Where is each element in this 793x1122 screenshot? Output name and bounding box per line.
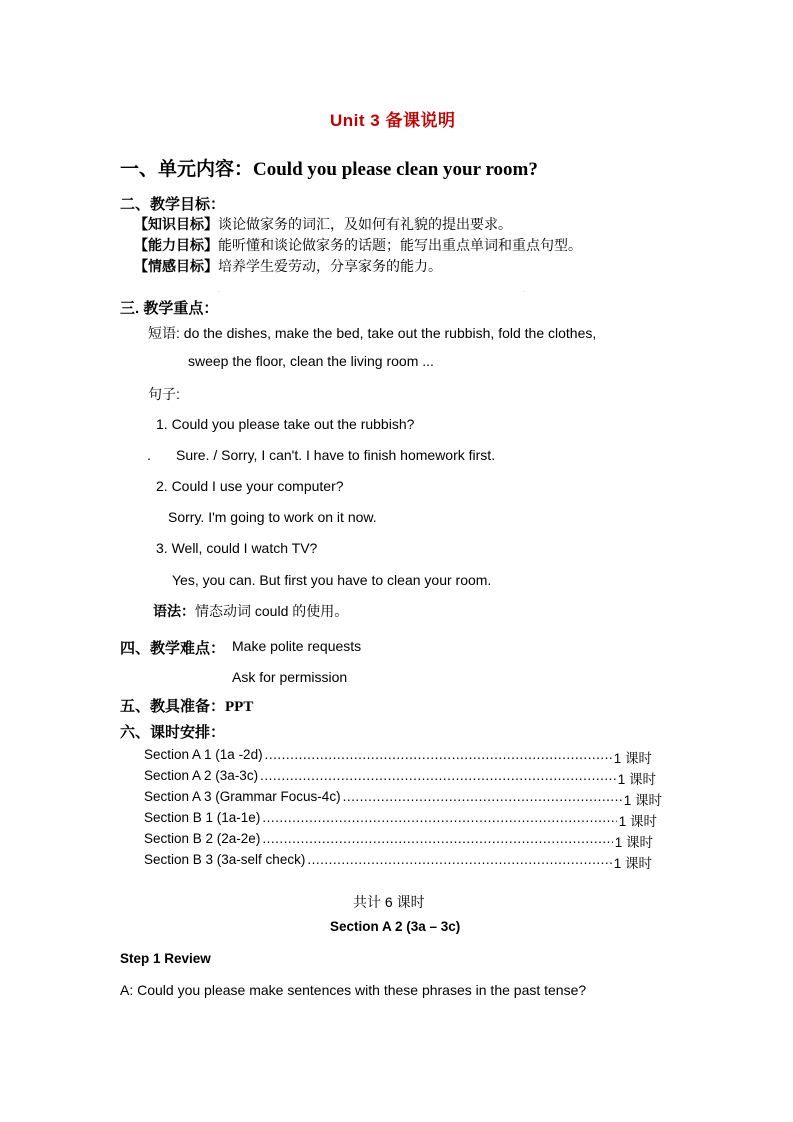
sentences-label: 句子:: [148, 386, 180, 402]
schedule-row-label: Section A 2 (3a-3c): [144, 768, 259, 783]
dot-leader: [307, 852, 611, 872]
schedule-heading: 六、课时安排：: [120, 724, 226, 741]
schedule-row: [144, 852, 652, 872]
unit-content-value: Could you please clean your room?: [253, 159, 538, 180]
phrases-line: [148, 323, 596, 343]
unit-content-heading: [120, 154, 538, 181]
schedule-row-label: Section B 1 (1a-1e): [144, 810, 261, 825]
grammar-line: [153, 601, 348, 621]
difficulties-heading: 四、教学难点：: [120, 640, 226, 657]
objective-label: 【能力目标】: [134, 237, 218, 253]
objective-text: 能听懂和谈论做家务的话题；能写出重点单词和重点句型。: [218, 237, 582, 253]
objective-item: [134, 214, 512, 234]
objective-text: 培养学生爱劳动，分享家务的能力。: [218, 258, 442, 274]
sentence-question: 3. Well, could I watch TV?: [156, 540, 318, 556]
schedule-row-label: Section B 2 (2a-2e): [144, 831, 261, 846]
phrases-line-2: sweep the floor, clean the living room ...: [188, 353, 434, 369]
section-title: Section A 2 (3a – 3c): [330, 919, 461, 934]
schedule-row-value: 1 课时: [623, 793, 662, 808]
phrases-text: do the dishes, make the bed, take out the rubbish, fold the clothes,: [183, 325, 597, 341]
dot-leader: [265, 747, 612, 767]
objective-label: 【情感目标】: [134, 258, 218, 274]
step-text: A: Could you please make sentences with these phrases in the past tense?: [120, 982, 587, 998]
phrases-label: 短语:: [148, 325, 180, 341]
schedule-row: [144, 768, 656, 788]
schedule-row-value: 1 课时: [617, 772, 656, 787]
objective-item: [134, 256, 442, 276]
document-title: Unit 3 备课说明: [330, 111, 456, 130]
tools-line: [120, 695, 253, 716]
grammar-text: 情态动词 could 的使用。: [195, 603, 349, 619]
decorative-dot: ·: [523, 289, 525, 295]
grammar-label: 语法：: [153, 603, 195, 619]
objectives-heading: 二、教学目标：: [120, 196, 226, 213]
schedule-row-value: 1 课时: [613, 751, 652, 766]
objective-label: 【知识目标】: [134, 216, 218, 232]
dot-leader: [260, 768, 616, 788]
sentence-question: 1. Could you please take out the rubbish?: [156, 416, 415, 432]
difficulty-item: Ask for permission: [232, 669, 348, 685]
step-heading: Step 1 Review: [120, 951, 211, 966]
sentence-answer: Sure. / Sorry, I can't. I have to finish homework first.: [176, 447, 496, 463]
schedule-row-label: Section A 3 (Grammar Focus-4c): [144, 789, 341, 804]
schedule-total: 共计 6 课时: [353, 894, 425, 910]
schedule-row-label: Section A 1 (1a -2d): [144, 747, 263, 762]
schedule-row-value: 1 课时: [614, 835, 653, 850]
schedule-row-value: 1 课时: [613, 856, 652, 871]
objective-text: 谈论做家务的词汇，及如何有礼貌的提出要求。: [218, 216, 512, 232]
tools-heading: 五、教具准备：: [120, 698, 226, 715]
schedule-row-label: Section B 3 (3a-self check): [144, 852, 306, 867]
sentence-answer: Yes, you can. But first you have to clean your room.: [172, 572, 492, 588]
objective-item: [134, 235, 582, 255]
difficulty-item: Make polite requests: [232, 638, 362, 654]
schedule-row: [144, 789, 662, 809]
schedule-row: [144, 810, 657, 830]
decorative-dot: ·: [218, 289, 220, 295]
dot-leader: [262, 831, 612, 851]
tools-value: PPT: [225, 699, 254, 715]
schedule-row: [144, 747, 652, 767]
dot-leader: [262, 810, 616, 830]
schedule-row-value: 1 课时: [618, 814, 657, 829]
schedule-row: [144, 831, 653, 851]
key-points-heading: 三. 教学重点：: [120, 300, 219, 317]
sentence-answer-prefix: .: [147, 447, 151, 463]
unit-content-label: 一、单元内容：: [120, 159, 254, 180]
sentence-question: 2. Could I use your computer?: [156, 478, 344, 494]
dot-leader: [343, 789, 622, 809]
sentence-answer: Sorry. I'm going to work on it now.: [168, 509, 377, 525]
